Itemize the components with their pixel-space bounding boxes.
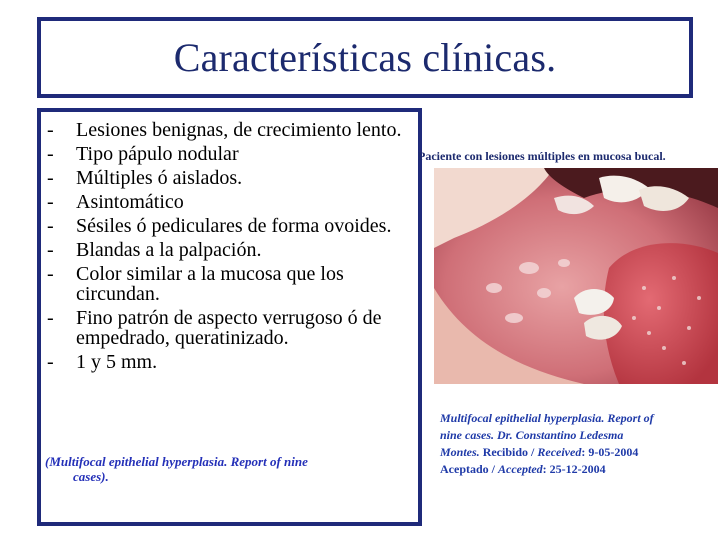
bullet-item: [41, 168, 426, 188]
source-accepted-label: Aceptado /: [440, 462, 498, 476]
bullet-dash: -: [47, 239, 54, 261]
mouth-lesions-image: [434, 168, 718, 384]
bullet-text: Fino patrón de aspecto verrugoso ó de empedrado, queratinizado.: [76, 307, 382, 349]
bullet-item: [41, 308, 426, 348]
bullet-text: Tipo pápulo nodular: [76, 143, 239, 165]
photo-caption: Paciente con lesiones múltiples en mucosa bucal.: [418, 149, 666, 163]
bullet-dash: -: [47, 215, 54, 237]
bullet-item: [41, 192, 426, 212]
bullet-text: Sésiles ó pediculares de forma ovoides.: [76, 215, 392, 237]
bullet-item: [41, 120, 426, 140]
bullet-dash: -: [47, 167, 54, 189]
source-line-4: [440, 461, 725, 478]
bullet-list: [41, 120, 426, 376]
bullet-dash: -: [47, 263, 54, 285]
title-box: [37, 17, 693, 98]
source-received-date: : 9-05-2004: [581, 445, 639, 459]
bullet-item: [41, 352, 426, 372]
clinical-photo: [434, 168, 718, 384]
slide-title: Características clínicas.: [173, 35, 557, 80]
source-received-label: Recibido /: [479, 445, 538, 459]
bullet-item: [41, 216, 426, 236]
source-line-2: nine cases. Dr. Constantino Ledesma: [440, 428, 624, 442]
bullet-item: [41, 144, 426, 164]
source-accepted-date: : 25-12-2004: [542, 462, 606, 476]
bullet-dash: -: [47, 307, 54, 329]
source-author-end: Montes.: [440, 445, 480, 459]
source-citation: [440, 410, 725, 478]
reference-line-1: (Multifocal epithelial hyperplasia. Report of nine: [45, 454, 308, 469]
bullet-dash: -: [47, 143, 54, 165]
bullet-item: [41, 240, 426, 260]
bullet-text: Asintomático: [76, 191, 184, 213]
reference-note: [41, 454, 426, 484]
bullet-dash: -: [47, 351, 54, 373]
bullet-text: Múltiples ó aislados.: [76, 167, 243, 189]
source-line-3: [440, 444, 725, 461]
bullet-text: Color similar a la mucosa que los circundan.: [76, 263, 344, 305]
bullet-dash: -: [47, 191, 54, 213]
content-box: [37, 108, 422, 526]
bullet-text: 1 y 5 mm.: [76, 351, 158, 373]
source-accepted-en: Accepted: [498, 462, 543, 476]
bullet-text: Blandas a la palpación.: [76, 239, 262, 261]
bullet-dash: -: [47, 119, 54, 141]
source-received-en: Received: [537, 445, 582, 459]
source-line-1: Multifocal epithelial hyperplasia. Report of: [440, 411, 654, 425]
reference-line-2: cases).: [73, 469, 109, 484]
bullet-text: Lesiones benignas, de crecimiento lento.: [76, 119, 402, 141]
bullet-item: [41, 264, 426, 304]
